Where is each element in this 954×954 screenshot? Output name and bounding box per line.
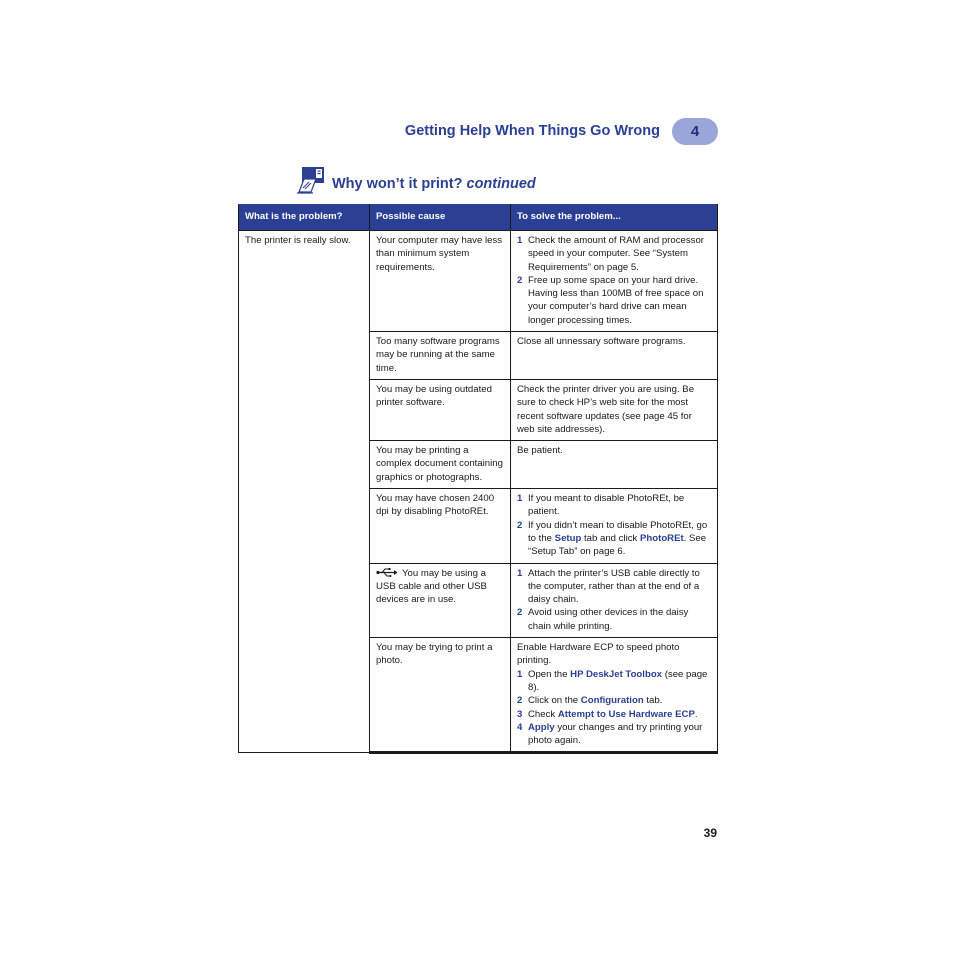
cause-cell: You may be using a USB cable and other USB devices are in use. <box>370 563 511 637</box>
solution-step: 1 Attach the printer’s USB cable directly to the computer, rather than at the end of a daisy chain. <box>517 567 700 606</box>
solution-cell: Be patient. <box>511 441 718 489</box>
solution-cell <box>511 231 718 332</box>
column-header-cause: Possible cause <box>370 205 511 231</box>
solution-step: 1 Check the amount of RAM and processor speed in your computer. See “System Requirements” on page 5. <box>517 235 704 273</box>
section-header <box>296 166 536 194</box>
printer-icon <box>296 166 326 194</box>
table-row <box>239 231 718 332</box>
photoret-reference: PhotoREt <box>640 532 684 544</box>
solution-intro: Enable Hardware ECP to speed photo printing. <box>517 642 680 667</box>
hardware-ecp-reference: Attempt to Use Hardware ECP <box>557 708 695 720</box>
cause-cell: You may have chosen 2400 dpi by disabling PhotoREt. <box>370 489 511 563</box>
solution-cell <box>511 638 718 753</box>
column-header-problem: What is the problem? <box>239 205 370 231</box>
chapter-header <box>400 116 718 146</box>
solution-cell <box>511 489 718 563</box>
solution-cell: Check the printer driver you are using. Be sure to check HP’s web site for the most recent software updates (see page 45 for web site addresses). <box>511 379 718 440</box>
solution-step: 2 Free up some space on your hard drive. Having less than 100MB of free space on your computer’s hard drive can mean longer processing times. <box>517 274 704 326</box>
solution-step: 3 Check Attempt to Use Hardware ECP. <box>517 708 698 720</box>
solution-step: 2 Avoid using other devices in the daisy chain while printing. <box>517 607 689 632</box>
solution-step: 2 If you didn’t mean to disable PhotoREt, go to the Setup tab and click PhotoREt. See “Setup Tab” on page 6. <box>517 519 708 558</box>
table-header-row <box>239 205 718 231</box>
solution-step: 1 Open the HP DeskJet Toolbox (see page 8). <box>517 668 708 693</box>
column-header-solution: To solve the problem... <box>511 205 718 231</box>
solution-cell <box>511 563 718 637</box>
solution-cell: Close all unnessary software programs. <box>511 332 718 380</box>
cause-cell: You may be trying to print a photo. <box>370 638 511 753</box>
cause-cell: You may be using outdated printer software. <box>370 379 511 440</box>
solution-step: 1 If you meant to disable PhotoREt, be patient. <box>517 493 685 518</box>
setup-tab-reference: Setup <box>554 532 582 544</box>
page-number: 39 <box>703 826 717 840</box>
configuration-tab-reference: Configuration <box>580 695 644 707</box>
cause-cell: Too many software programs may be running at the same time. <box>370 332 511 380</box>
troubleshooting-table <box>238 204 718 754</box>
cause-cell: Your computer may have less than minimum system requirements. <box>370 231 511 332</box>
solution-step: 4 Apply your changes and try printing your photo again. <box>517 721 703 747</box>
solution-step: 2 Click on the Configuration tab. <box>517 695 663 707</box>
cause-cell: You may be printing a complex document containing graphics or photographs. <box>370 441 511 489</box>
toolbox-reference: HP DeskJet Toolbox <box>570 668 663 680</box>
problem-cell: The printer is really slow. <box>239 231 370 753</box>
usb-icon <box>376 568 398 577</box>
chapter-title: Getting Help When Things Go Wrong <box>404 123 660 139</box>
chapter-number-tab: 4 <box>672 118 718 145</box>
section-title: Why won’t it print? continued <box>332 176 536 192</box>
apply-reference: Apply <box>528 721 555 733</box>
